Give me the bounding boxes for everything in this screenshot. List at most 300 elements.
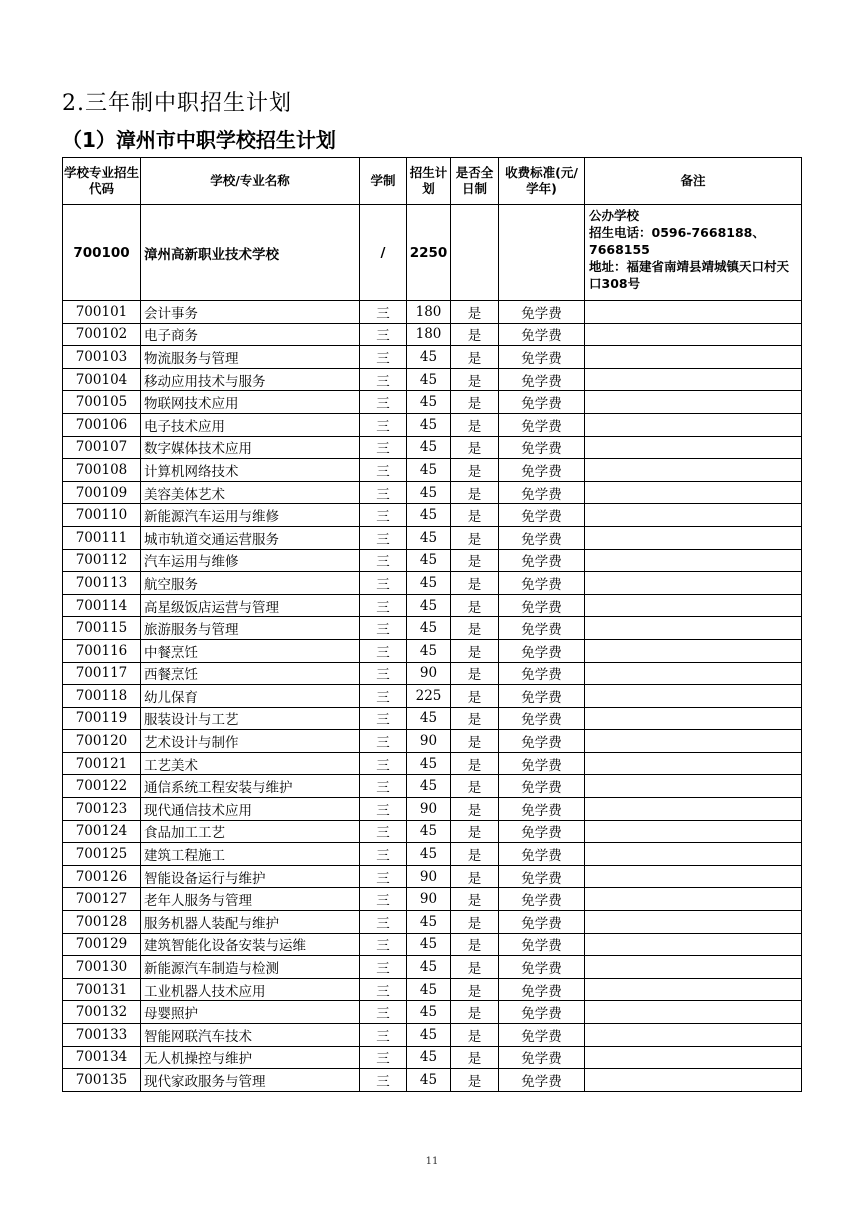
program-name: 食品加工工艺 xyxy=(141,820,360,843)
table-row xyxy=(63,323,802,346)
program-name: 电子技术应用 xyxy=(141,413,360,436)
program-fulltime: 是 xyxy=(451,504,499,527)
table-row xyxy=(63,956,802,979)
program-plan: 45 xyxy=(407,707,451,730)
program-name: 建筑工程施工 xyxy=(141,843,360,866)
program-fee: 免学费 xyxy=(499,978,585,1001)
table-row xyxy=(63,820,802,843)
program-name: 母婴照护 xyxy=(141,1001,360,1024)
program-fulltime: 是 xyxy=(451,459,499,482)
program-code: 700117 xyxy=(63,662,141,685)
program-plan: 90 xyxy=(407,888,451,911)
table-row xyxy=(63,911,802,934)
program-code: 700127 xyxy=(63,888,141,911)
program-fee: 免学费 xyxy=(499,752,585,775)
program-fee: 免学费 xyxy=(499,639,585,662)
program-fee: 免学费 xyxy=(499,1024,585,1047)
program-fee: 免学费 xyxy=(499,662,585,685)
program-fulltime: 是 xyxy=(451,391,499,414)
program-code: 700134 xyxy=(63,1046,141,1069)
program-name: 工业机器人技术应用 xyxy=(141,978,360,1001)
program-note xyxy=(585,549,802,572)
program-fee: 免学费 xyxy=(499,775,585,798)
program-fee: 免学费 xyxy=(499,436,585,459)
table-header-row xyxy=(63,158,802,205)
program-plan: 45 xyxy=(407,526,451,549)
program-code: 700101 xyxy=(63,301,141,324)
table-row xyxy=(63,933,802,956)
program-code: 700111 xyxy=(63,526,141,549)
program-fee: 免学费 xyxy=(499,617,585,640)
table-row xyxy=(63,798,802,821)
program-fee: 免学费 xyxy=(499,413,585,436)
program-name: 计算机网络技术 xyxy=(141,459,360,482)
program-name: 新能源汽车运用与维修 xyxy=(141,504,360,527)
program-name: 物联网技术应用 xyxy=(141,391,360,414)
program-note xyxy=(585,594,802,617)
program-code: 700114 xyxy=(63,594,141,617)
program-system: 三 xyxy=(360,707,407,730)
program-plan: 45 xyxy=(407,368,451,391)
program-plan: 45 xyxy=(407,1069,451,1092)
program-plan: 45 xyxy=(407,1001,451,1024)
program-fee: 免学费 xyxy=(499,594,585,617)
program-system: 三 xyxy=(360,572,407,595)
program-name: 现代通信技术应用 xyxy=(141,798,360,821)
program-name: 新能源汽车制造与检测 xyxy=(141,956,360,979)
school-row xyxy=(63,205,802,301)
program-system: 三 xyxy=(360,436,407,459)
program-plan: 45 xyxy=(407,617,451,640)
program-fulltime: 是 xyxy=(451,662,499,685)
table-row xyxy=(63,888,802,911)
program-name: 电子商务 xyxy=(141,323,360,346)
program-fee: 免学费 xyxy=(499,346,585,369)
program-system: 三 xyxy=(360,526,407,549)
program-note xyxy=(585,572,802,595)
program-fulltime: 是 xyxy=(451,707,499,730)
program-plan: 45 xyxy=(407,752,451,775)
program-name: 服装设计与工艺 xyxy=(141,707,360,730)
program-system: 三 xyxy=(360,685,407,708)
program-system: 三 xyxy=(360,933,407,956)
page-number: 11 xyxy=(425,1156,439,1167)
enrollment-plan-table xyxy=(62,157,802,1092)
school-plan: 2250 xyxy=(407,205,451,301)
program-fulltime: 是 xyxy=(451,888,499,911)
program-note xyxy=(585,617,802,640)
program-name: 航空服务 xyxy=(141,572,360,595)
table-row xyxy=(63,594,802,617)
program-name: 服务机器人装配与维护 xyxy=(141,911,360,934)
program-code: 700122 xyxy=(63,775,141,798)
program-note xyxy=(585,798,802,821)
program-system: 三 xyxy=(360,730,407,753)
program-fee: 免学费 xyxy=(499,888,585,911)
program-name: 数字媒体技术应用 xyxy=(141,436,360,459)
program-system: 三 xyxy=(360,843,407,866)
program-fee: 免学费 xyxy=(499,481,585,504)
program-system: 三 xyxy=(360,481,407,504)
program-fee: 免学费 xyxy=(499,526,585,549)
subsection-heading: （1）漳州市中职学校招生计划 xyxy=(62,128,336,152)
program-note xyxy=(585,911,802,934)
program-plan: 45 xyxy=(407,978,451,1001)
program-fulltime: 是 xyxy=(451,594,499,617)
program-plan: 45 xyxy=(407,933,451,956)
program-code: 700128 xyxy=(63,911,141,934)
program-name: 无人机操控与维护 xyxy=(141,1046,360,1069)
program-code: 700104 xyxy=(63,368,141,391)
program-name: 艺术设计与制作 xyxy=(141,730,360,753)
program-note xyxy=(585,323,802,346)
program-note xyxy=(585,1069,802,1092)
program-system: 三 xyxy=(360,820,407,843)
header-note: 备注 xyxy=(585,158,802,205)
program-name: 西餐烹饪 xyxy=(141,662,360,685)
program-system: 三 xyxy=(360,594,407,617)
program-code: 700132 xyxy=(63,1001,141,1024)
program-fee: 免学费 xyxy=(499,865,585,888)
program-fulltime: 是 xyxy=(451,1069,499,1092)
program-note xyxy=(585,888,802,911)
table-row xyxy=(63,526,802,549)
program-code: 700135 xyxy=(63,1069,141,1092)
program-fee: 免学费 xyxy=(499,549,585,572)
program-note xyxy=(585,346,802,369)
program-note xyxy=(585,413,802,436)
program-fee: 免学费 xyxy=(499,843,585,866)
school-fee xyxy=(499,205,585,301)
school-note xyxy=(585,205,802,301)
program-note xyxy=(585,978,802,1001)
program-fulltime: 是 xyxy=(451,639,499,662)
program-note xyxy=(585,865,802,888)
header-plan: 招生计划 xyxy=(407,158,451,205)
header-fee: 收费标准(元/学年) xyxy=(499,158,585,205)
program-system: 三 xyxy=(360,413,407,436)
table-row xyxy=(63,707,802,730)
program-fulltime: 是 xyxy=(451,798,499,821)
table-row xyxy=(63,572,802,595)
program-fulltime: 是 xyxy=(451,865,499,888)
program-fee: 免学费 xyxy=(499,504,585,527)
program-plan: 45 xyxy=(407,1024,451,1047)
program-fulltime: 是 xyxy=(451,933,499,956)
program-fee: 免学费 xyxy=(499,820,585,843)
program-code: 700106 xyxy=(63,413,141,436)
program-fulltime: 是 xyxy=(451,956,499,979)
program-system: 三 xyxy=(360,775,407,798)
header-name: 学校/专业名称 xyxy=(141,158,360,205)
program-code: 700102 xyxy=(63,323,141,346)
program-plan: 90 xyxy=(407,730,451,753)
program-fulltime: 是 xyxy=(451,346,499,369)
program-note xyxy=(585,301,802,324)
program-plan: 45 xyxy=(407,504,451,527)
program-system: 三 xyxy=(360,368,407,391)
program-system: 三 xyxy=(360,459,407,482)
table-row xyxy=(63,662,802,685)
program-code: 700108 xyxy=(63,459,141,482)
program-fulltime: 是 xyxy=(451,526,499,549)
program-plan: 45 xyxy=(407,572,451,595)
program-system: 三 xyxy=(360,798,407,821)
program-code: 700109 xyxy=(63,481,141,504)
program-name: 会计事务 xyxy=(141,301,360,324)
program-note xyxy=(585,752,802,775)
program-system: 三 xyxy=(360,504,407,527)
program-code: 700105 xyxy=(63,391,141,414)
table-row xyxy=(63,346,802,369)
program-fee: 免学费 xyxy=(499,391,585,414)
program-fee: 免学费 xyxy=(499,572,585,595)
table-row xyxy=(63,1024,802,1047)
program-code: 700115 xyxy=(63,617,141,640)
program-fee: 免学费 xyxy=(499,1001,585,1024)
program-note xyxy=(585,1046,802,1069)
program-plan: 45 xyxy=(407,843,451,866)
program-name: 幼儿保育 xyxy=(141,685,360,708)
school-name: 漳州高新职业技术学校 xyxy=(141,205,360,301)
program-name: 智能设备运行与维护 xyxy=(141,865,360,888)
program-system: 三 xyxy=(360,662,407,685)
program-plan: 45 xyxy=(407,820,451,843)
program-fee: 免学费 xyxy=(499,685,585,708)
program-fulltime: 是 xyxy=(451,436,499,459)
program-plan: 45 xyxy=(407,346,451,369)
program-name: 中餐烹饪 xyxy=(141,639,360,662)
program-fulltime: 是 xyxy=(451,617,499,640)
section-heading: 2.三年制中职招生计划 xyxy=(62,91,292,116)
school-fulltime xyxy=(451,205,499,301)
program-plan: 180 xyxy=(407,323,451,346)
program-fee: 免学费 xyxy=(499,798,585,821)
program-name: 建筑智能化设备安装与运维 xyxy=(141,933,360,956)
program-system: 三 xyxy=(360,323,407,346)
program-code: 700130 xyxy=(63,956,141,979)
program-name: 城市轨道交通运营服务 xyxy=(141,526,360,549)
program-system: 三 xyxy=(360,549,407,572)
program-fulltime: 是 xyxy=(451,843,499,866)
program-code: 700116 xyxy=(63,639,141,662)
table-row xyxy=(63,549,802,572)
table-row xyxy=(63,391,802,414)
table-row xyxy=(63,413,802,436)
header-fulltime: 是否全日制 xyxy=(451,158,499,205)
program-note xyxy=(585,662,802,685)
header-code: 学校专业招生代码 xyxy=(63,158,141,205)
program-fulltime: 是 xyxy=(451,730,499,753)
program-system: 三 xyxy=(360,911,407,934)
program-fulltime: 是 xyxy=(451,413,499,436)
program-fee: 免学费 xyxy=(499,368,585,391)
program-code: 700103 xyxy=(63,346,141,369)
program-plan: 90 xyxy=(407,798,451,821)
program-plan: 45 xyxy=(407,436,451,459)
program-plan: 45 xyxy=(407,911,451,934)
program-fee: 免学费 xyxy=(499,459,585,482)
school-code: 700100 xyxy=(63,205,141,301)
table-row xyxy=(63,730,802,753)
program-note xyxy=(585,775,802,798)
program-plan: 225 xyxy=(407,685,451,708)
program-note xyxy=(585,1001,802,1024)
table-row xyxy=(63,639,802,662)
program-fulltime: 是 xyxy=(451,775,499,798)
program-fee: 免学费 xyxy=(499,1069,585,1092)
header-system: 学制 xyxy=(360,158,407,205)
note-phone: 招生电话：0596-7668188、7668155 xyxy=(589,225,765,257)
table-row xyxy=(63,1069,802,1092)
program-plan: 45 xyxy=(407,549,451,572)
program-name: 通信系统工程安装与维护 xyxy=(141,775,360,798)
program-fulltime: 是 xyxy=(451,301,499,324)
table-row xyxy=(63,1046,802,1069)
table-row xyxy=(63,504,802,527)
program-plan: 45 xyxy=(407,481,451,504)
table-row xyxy=(63,368,802,391)
program-name: 汽车运用与维修 xyxy=(141,549,360,572)
program-note xyxy=(585,1024,802,1047)
program-code: 700129 xyxy=(63,933,141,956)
program-code: 700112 xyxy=(63,549,141,572)
program-fulltime: 是 xyxy=(451,752,499,775)
program-plan: 45 xyxy=(407,1046,451,1069)
program-code: 700131 xyxy=(63,978,141,1001)
program-name: 移动应用技术与服务 xyxy=(141,368,360,391)
program-note xyxy=(585,639,802,662)
table-row xyxy=(63,1001,802,1024)
note-address: 地址：福建省南靖县靖城镇天口村天口308号 xyxy=(589,259,790,291)
program-plan: 45 xyxy=(407,459,451,482)
program-system: 三 xyxy=(360,391,407,414)
table-row xyxy=(63,775,802,798)
program-code: 700126 xyxy=(63,865,141,888)
program-fee: 免学费 xyxy=(499,1046,585,1069)
program-plan: 45 xyxy=(407,594,451,617)
program-fulltime: 是 xyxy=(451,1001,499,1024)
program-code: 700121 xyxy=(63,752,141,775)
program-plan: 45 xyxy=(407,775,451,798)
program-fulltime: 是 xyxy=(451,1046,499,1069)
program-plan: 90 xyxy=(407,662,451,685)
program-name: 老年人服务与管理 xyxy=(141,888,360,911)
program-note xyxy=(585,820,802,843)
program-plan: 180 xyxy=(407,301,451,324)
table-row xyxy=(63,843,802,866)
table-row xyxy=(63,617,802,640)
program-system: 三 xyxy=(360,1069,407,1092)
program-plan: 45 xyxy=(407,413,451,436)
program-system: 三 xyxy=(360,639,407,662)
program-fee: 免学费 xyxy=(499,933,585,956)
program-code: 700119 xyxy=(63,707,141,730)
program-name: 工艺美术 xyxy=(141,752,360,775)
program-system: 三 xyxy=(360,1001,407,1024)
program-note xyxy=(585,459,802,482)
program-fulltime: 是 xyxy=(451,572,499,595)
program-note xyxy=(585,526,802,549)
school-system: / xyxy=(360,205,407,301)
program-note xyxy=(585,391,802,414)
program-plan: 45 xyxy=(407,956,451,979)
program-fee: 免学费 xyxy=(499,911,585,934)
program-fulltime: 是 xyxy=(451,368,499,391)
program-note xyxy=(585,504,802,527)
program-note xyxy=(585,843,802,866)
program-code: 700120 xyxy=(63,730,141,753)
program-fee: 免学费 xyxy=(499,730,585,753)
program-note xyxy=(585,933,802,956)
table-row xyxy=(63,459,802,482)
program-system: 三 xyxy=(360,301,407,324)
program-code: 700125 xyxy=(63,843,141,866)
program-fulltime: 是 xyxy=(451,323,499,346)
program-name: 智能网联汽车技术 xyxy=(141,1024,360,1047)
program-code: 700133 xyxy=(63,1024,141,1047)
program-name: 现代家政服务与管理 xyxy=(141,1069,360,1092)
program-system: 三 xyxy=(360,346,407,369)
program-name: 旅游服务与管理 xyxy=(141,617,360,640)
table-row xyxy=(63,865,802,888)
program-name: 高星级饭店运营与管理 xyxy=(141,594,360,617)
program-note xyxy=(585,481,802,504)
program-code: 700123 xyxy=(63,798,141,821)
program-note xyxy=(585,956,802,979)
program-plan: 90 xyxy=(407,865,451,888)
program-plan: 45 xyxy=(407,391,451,414)
program-name: 美容美体艺术 xyxy=(141,481,360,504)
program-system: 三 xyxy=(360,888,407,911)
program-note xyxy=(585,436,802,459)
program-note xyxy=(585,685,802,708)
program-note xyxy=(585,730,802,753)
program-fulltime: 是 xyxy=(451,549,499,572)
program-fee: 免学费 xyxy=(499,323,585,346)
table-row xyxy=(63,685,802,708)
program-system: 三 xyxy=(360,752,407,775)
table-row xyxy=(63,301,802,324)
program-fee: 免学费 xyxy=(499,956,585,979)
program-note xyxy=(585,707,802,730)
program-system: 三 xyxy=(360,617,407,640)
program-fulltime: 是 xyxy=(451,685,499,708)
program-name: 物流服务与管理 xyxy=(141,346,360,369)
program-note xyxy=(585,368,802,391)
program-code: 700118 xyxy=(63,685,141,708)
program-code: 700124 xyxy=(63,820,141,843)
program-code: 700107 xyxy=(63,436,141,459)
program-fulltime: 是 xyxy=(451,481,499,504)
program-system: 三 xyxy=(360,865,407,888)
program-plan: 45 xyxy=(407,639,451,662)
program-system: 三 xyxy=(360,1024,407,1047)
program-fulltime: 是 xyxy=(451,1024,499,1047)
program-fulltime: 是 xyxy=(451,820,499,843)
program-fulltime: 是 xyxy=(451,911,499,934)
program-code: 700113 xyxy=(63,572,141,595)
table-row xyxy=(63,752,802,775)
program-system: 三 xyxy=(360,956,407,979)
program-fee: 免学费 xyxy=(499,707,585,730)
program-fee: 免学费 xyxy=(499,301,585,324)
program-system: 三 xyxy=(360,1046,407,1069)
program-code: 700110 xyxy=(63,504,141,527)
table-row xyxy=(63,978,802,1001)
program-fulltime: 是 xyxy=(451,978,499,1001)
program-system: 三 xyxy=(360,978,407,1001)
